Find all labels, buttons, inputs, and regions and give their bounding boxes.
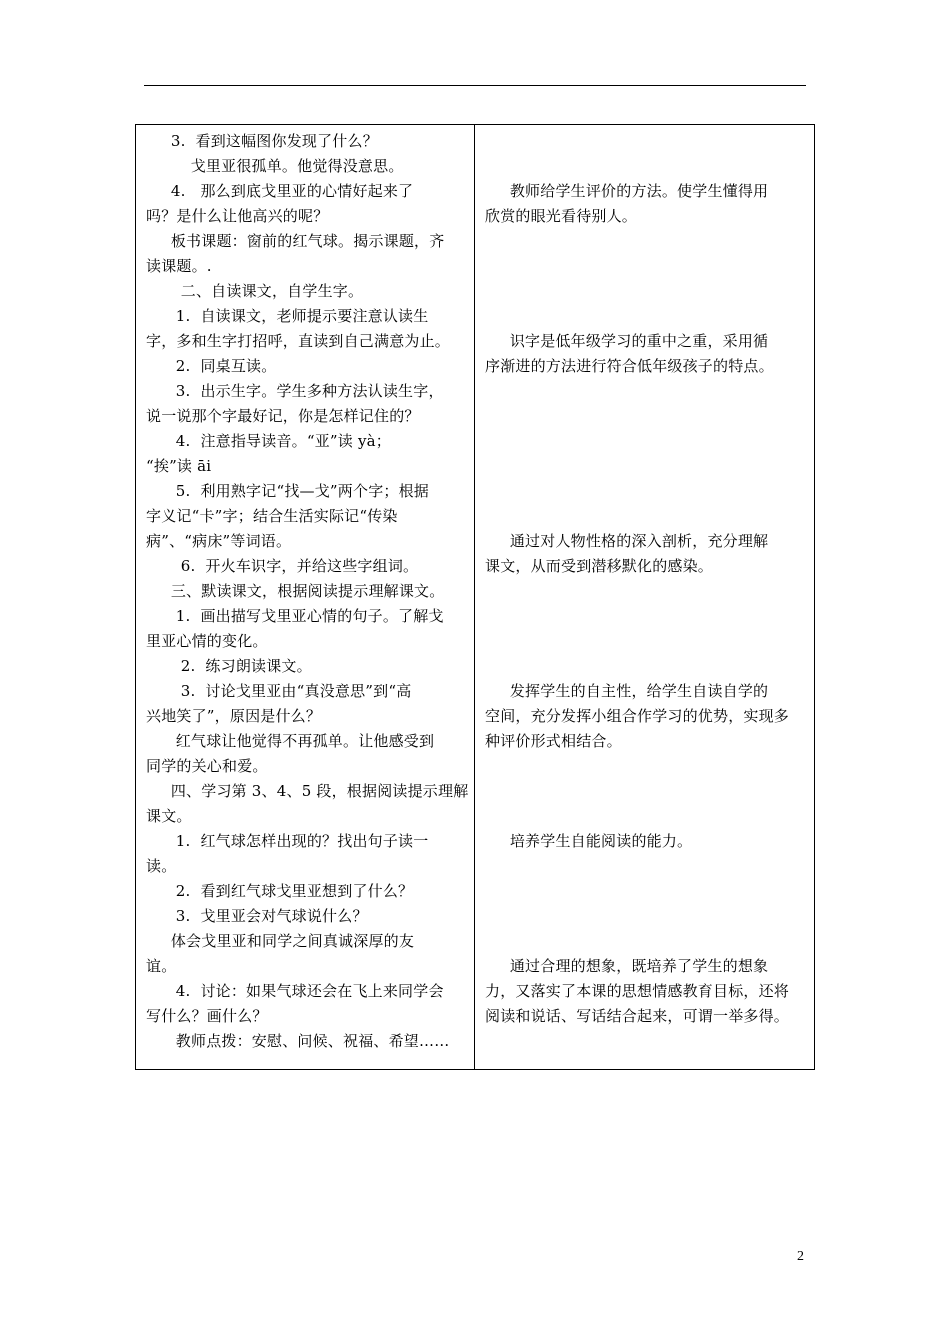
process-text-line: 板书课题：窗前的红气球。揭示课题，齐 [146,232,445,250]
process-text-line: 病”、“病床”等词语。 [146,532,292,550]
process-text-line: 吗？是什么让他高兴的呢？ [146,207,329,225]
intent-text-line: 培养学生自能阅读的能力。 [485,832,693,850]
intent-text-line: 空间，充分发挥小组合作学习的优势，实现多 [485,707,790,725]
process-text-line: 3. 看到这幅图你发现了什么？ [146,132,378,150]
process-text-line: 同学的关心和爱。 [146,757,268,775]
process-text-line: 四、学习第 3、4、5 段，根据阅读提示理解 [146,782,469,800]
process-text-line: 兴地笑了”，原因是什么？ [146,707,322,725]
process-text-line: 里亚心情的变化。 [146,632,268,650]
process-text-line: 二、自读课文，自学生字。 [146,282,364,300]
process-text-line: “挨”读 āi [146,457,212,475]
process-text-line: 4. 注意指导读音。“亚”读 yà； [146,432,391,450]
process-text-line: 4. 讨论：如果气球还会在飞上来同学会 [146,982,444,1000]
page-number: 2 [797,1249,804,1264]
intent-text-line: 发挥学生的自主性，给学生自读自学的 [485,682,769,700]
process-text-line: 2. 看到红气球戈里亚想到了什么？ [146,882,414,900]
intent-text-line: 序渐进的方法进行符合低年级孩子的特点。 [485,357,774,375]
process-text-line: 3. 讨论戈里亚由“真没意思”到“高 [146,682,412,700]
column-divider [474,124,475,1070]
process-text-line: 写什么？画什么？ [146,1007,268,1025]
intent-text-line: 种评价形式相结合。 [485,732,622,750]
header-rule [144,85,806,86]
process-text-line: 课文。 [146,807,192,825]
process-text-line: 字，多和生字打招呼，直读到自己满意为止。 [146,332,451,350]
process-text-line: 4. 那么到底戈里亚的心情好起来了 [146,182,414,200]
process-text-line: 1. 自读课文，老师提示要注意认读生 [146,307,429,325]
intent-text-line: 课文，从而受到潜移默化的感染。 [485,557,714,575]
process-text-line: 谊。 [146,957,177,975]
process-text-line: 说一说那个字最好记，你是怎样记住的？ [146,407,420,425]
process-text-line: 红气球让他觉得不再孤单。让他感受到 [146,732,435,750]
process-text-line: 2. 同桌互读。 [146,357,277,375]
intent-text-line: 力，又落实了本课的思想情感教育目标，还将 [485,982,790,1000]
process-text-line: 1. 画出描写戈里亚心情的句子。了解戈 [146,607,444,625]
process-text-line: 1. 红气球怎样出现的？找出句子读一 [146,832,429,850]
process-text-line: 2. 练习朗读课文。 [146,657,312,675]
intent-text-line: 欣赏的眼光看待别人。 [485,207,638,225]
intent-text-line: 阅读和说话、写话结合起来，可谓一举多得。 [485,1007,790,1025]
intent-text-line: 教师给学生评价的方法。使学生懂得用 [485,182,769,200]
process-text-line: 3. 出示生字。学生多种方法认读生字， [146,382,444,400]
intent-text-line: 识字是低年级学习的重中之重，采用循 [485,332,769,350]
process-text-line: 戈里亚很孤单。他觉得没意思。 [146,157,404,175]
process-text-line: 读。 [146,857,177,875]
intent-text-line: 通过对人物性格的深入剖析，充分理解 [485,532,769,550]
process-text-line: 字义记“卡”字；结合生活实际记“传染 [146,507,398,525]
process-text-line: 教师点拨：安慰、问候、祝福、希望…… [146,1032,450,1050]
process-text-line: 读课题。. [146,257,212,275]
process-text-line: 5. 利用熟字记“找—戈”两个字；根据 [146,482,429,500]
process-text-line: 体会戈里亚和同学之间真诚深厚的友 [146,932,415,950]
process-text-line: 三、默读课文，根据阅读提示理解课文。 [146,582,445,600]
process-text-line: 3. 戈里亚会对气球说什么？ [146,907,368,925]
process-text-line: 6. 开火车识字，并给这些字组词。 [146,557,419,575]
intent-text-line: 通过合理的想象，既培养了学生的想象 [485,957,769,975]
